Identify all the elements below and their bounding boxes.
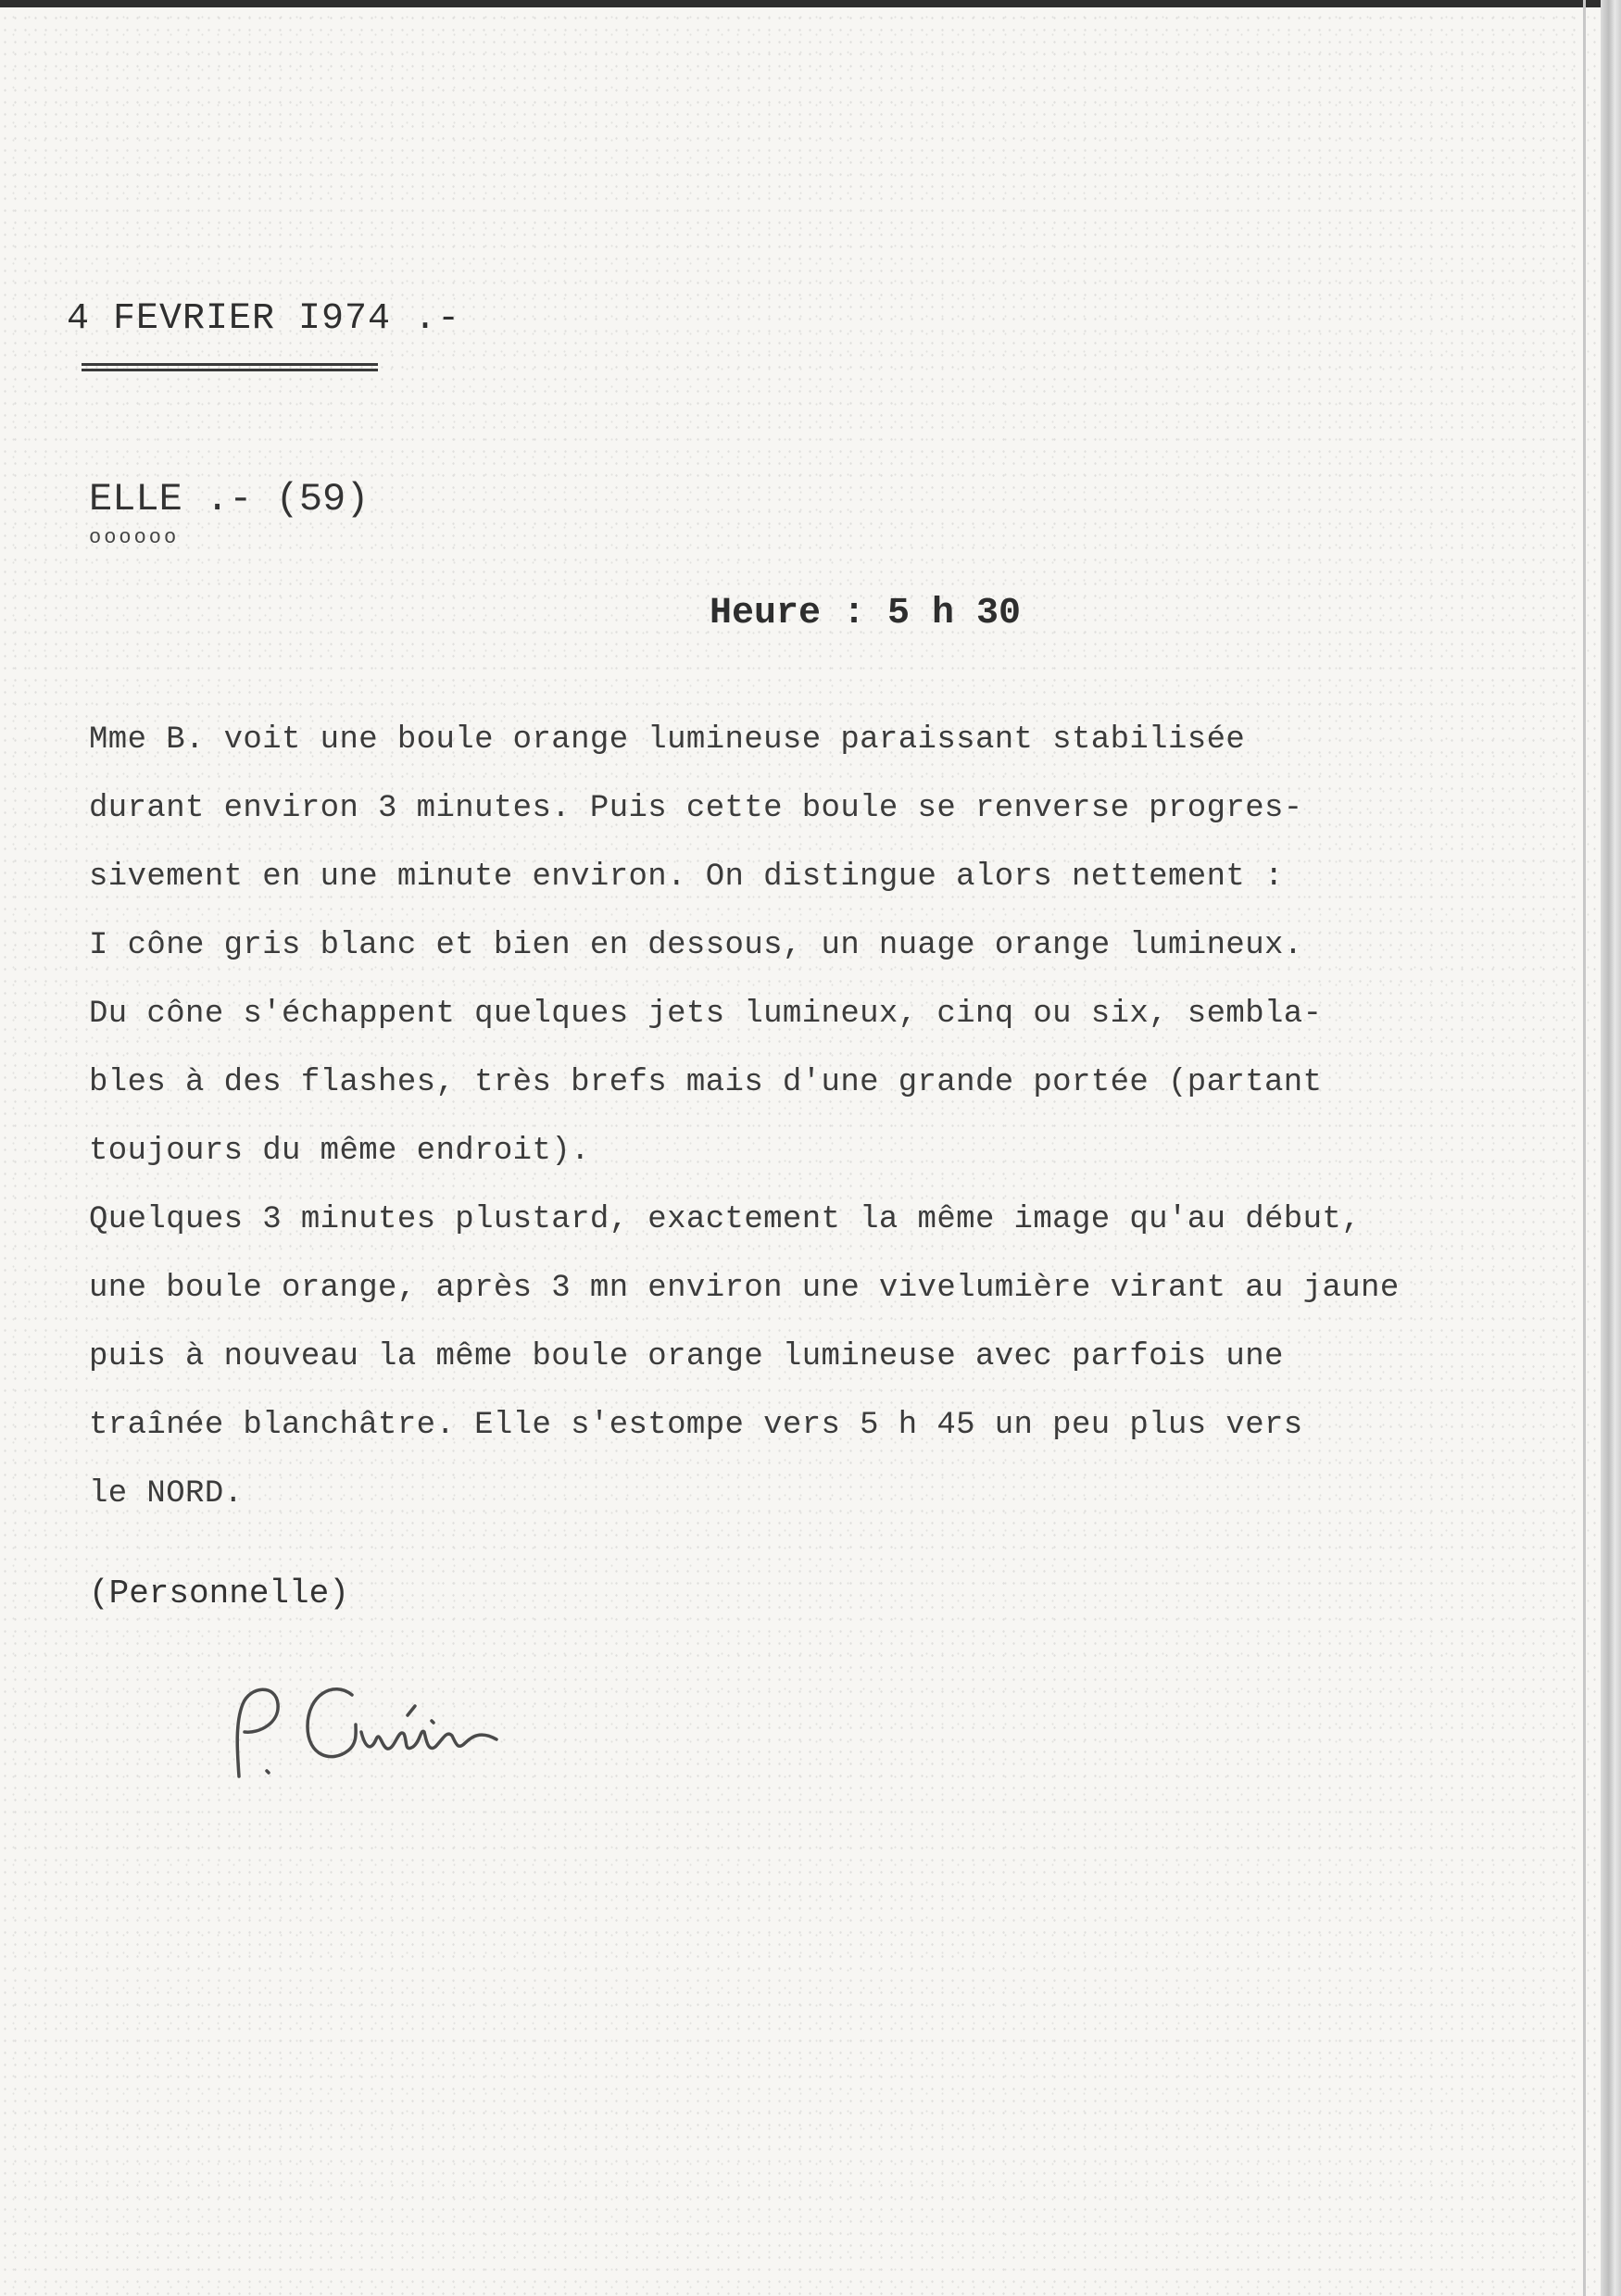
report-source: (Personnelle) (89, 1575, 349, 1612)
body-line: traînée blanchâtre. Elle s'estompe vers 5 h 45 un peu plus vers (89, 1408, 1303, 1443)
body-line: puis à nouveau la même boule orange lumineuse avec parfois une (89, 1339, 1284, 1374)
report-time: Heure : 5 h 30 (710, 593, 1022, 634)
body-line: I cône gris blanc et bien en dessous, un nuage orange lumineux. (89, 928, 1303, 963)
place-underline-dots: oooooo (89, 526, 180, 549)
body-line: une boule orange, après 3 mn environ une vivelumière virant au jaune (89, 1271, 1400, 1306)
body-line: toujours du même endroit). (89, 1134, 590, 1169)
handwritten-signature (222, 1667, 574, 1788)
scan-edge-line (1583, 0, 1586, 2296)
body-line: Quelques 3 minutes plustard, exactement la même image qu'au début, (89, 1202, 1362, 1237)
body-line: le NORD. (89, 1476, 244, 1512)
report-place: ELLE .- (59) (89, 477, 370, 521)
scan-edge-top (0, 0, 1621, 7)
body-line: Du cône s'échappent quelques jets lumineux, cinq ou six, sembla- (89, 997, 1323, 1032)
body-line: bles à des flashes, très brefs mais d'une grande portée (partant (89, 1065, 1323, 1100)
body-line: Mme B. voit une boule orange lumineuse paraissant stabilisée (89, 722, 1246, 758)
report-body (89, 706, 1552, 1528)
scan-edge-right (1601, 0, 1621, 2296)
body-line: durant environ 3 minutes. Puis cette boule se renverse progres- (89, 791, 1303, 826)
report-date: 4 FEVRIER I974 .- (67, 298, 461, 340)
body-line: sivement en une minute environ. On distingue alors nettement : (89, 859, 1284, 895)
date-underline (82, 363, 378, 371)
